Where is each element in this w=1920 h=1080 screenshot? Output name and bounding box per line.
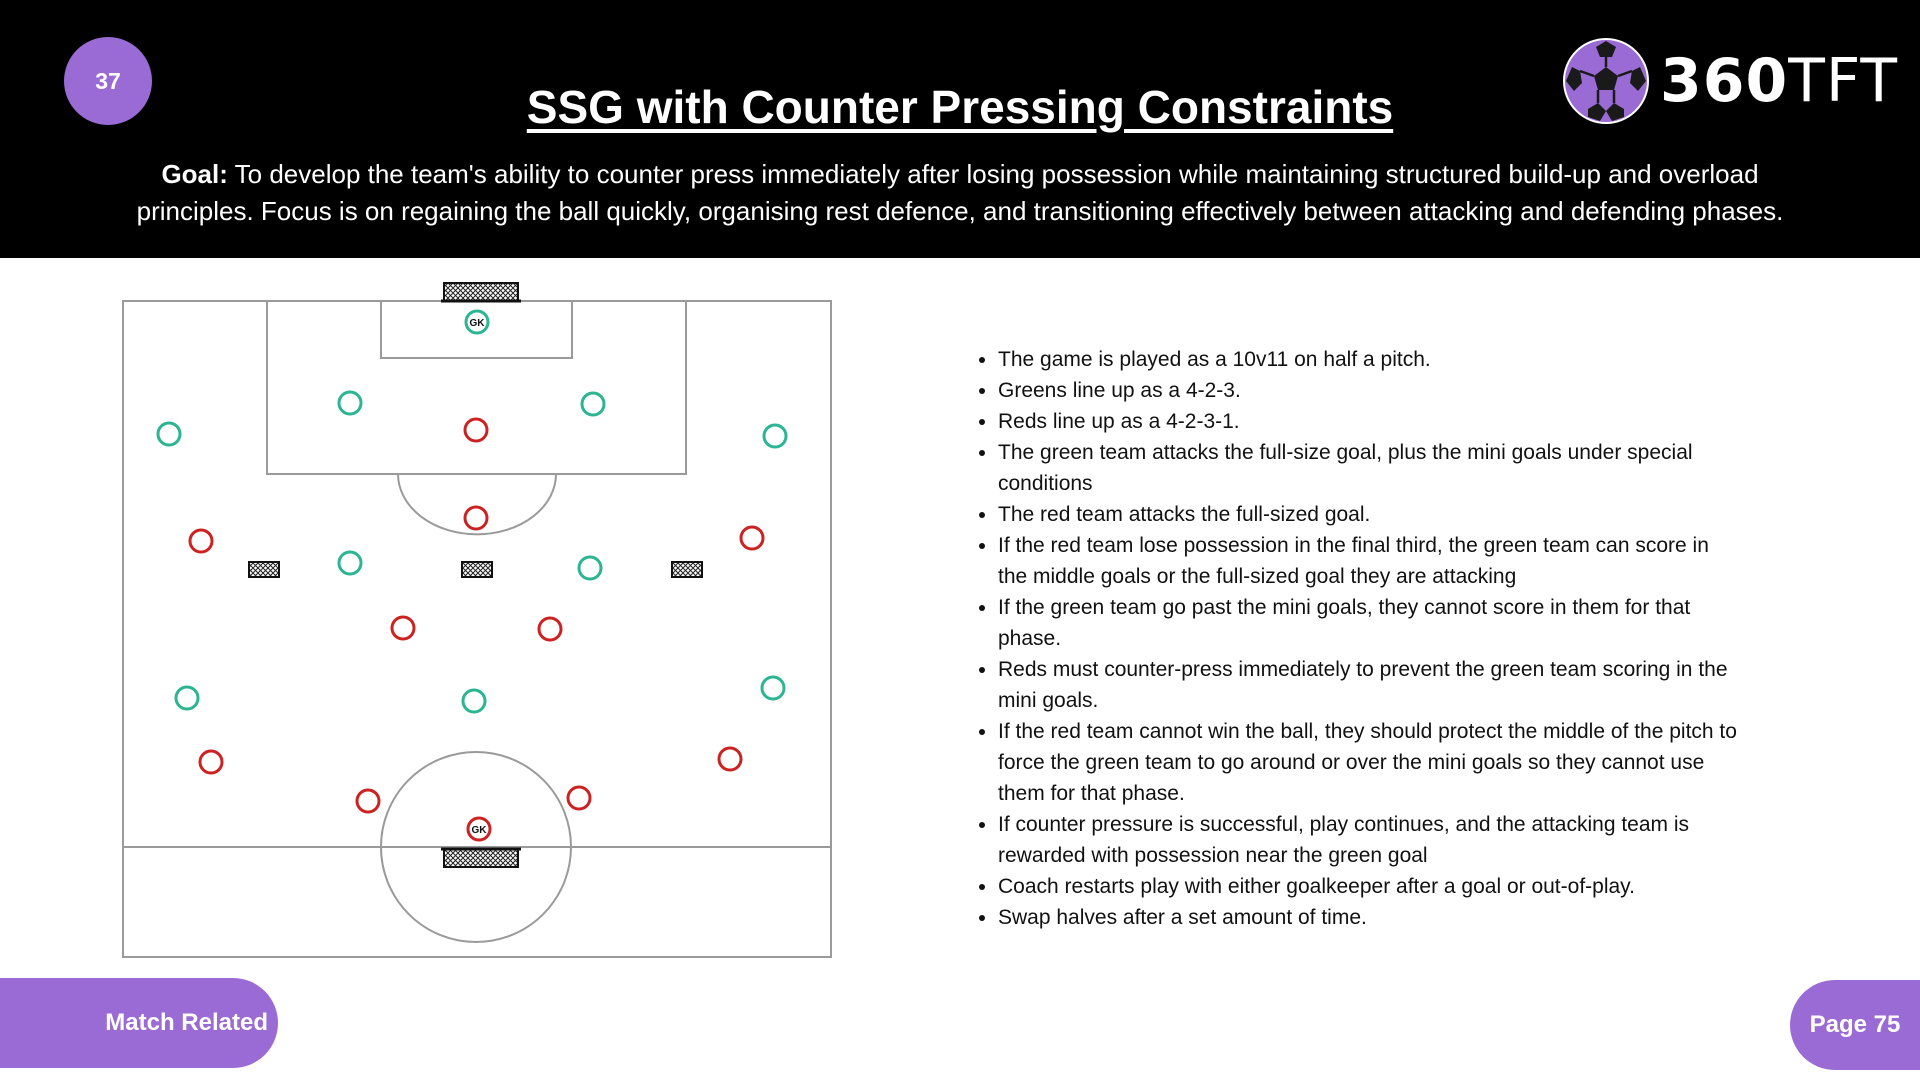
red-player: [465, 419, 487, 441]
list-item: • The game is played as a 10v11 on half a pitch.: [998, 344, 1740, 375]
red-goalkeeper: [468, 818, 490, 840]
list-item: • The green team attacks the full-size goal, plus the mini goals under special conditions: [998, 437, 1740, 499]
green-player: [158, 423, 180, 445]
green-player: [463, 690, 485, 712]
football-icon: [1562, 37, 1650, 125]
red-player: [741, 527, 763, 549]
brand-logo[interactable]: [1562, 36, 1899, 126]
goal-text: To develop the team's ability to counter press immediately after losing possession while maintaining structured build-up and overload principles. Focus is on regaining the ball quickly, organising rest defence, and transitioning effectively between attacking and defending phases.: [136, 159, 1784, 226]
page-number-tab[interactable]: Page 75: [1790, 980, 1920, 1070]
list-item: • If the red team lose possession in the final third, the green team can score in the middle goals or the full-sized goal they are attacking: [998, 530, 1740, 592]
svg-text:GK: GK: [471, 825, 487, 836]
green-player: [339, 552, 361, 574]
red-player: [539, 618, 561, 640]
list-item: • Swap halves after a set amount of time.: [998, 902, 1740, 933]
mini-goal-center: [462, 562, 492, 577]
brand-name: 360TFT: [1660, 46, 1899, 116]
list-item: • The red team attacks the full-sized goal.: [998, 499, 1740, 530]
list-item: • If counter pressure is successful, play continues, and the attacking team is rewarded with possession near the green goal: [998, 809, 1740, 871]
goal-label: Goal:: [161, 159, 228, 189]
list-item: • Greens line up as a 4-2-3.: [998, 375, 1740, 406]
green-player: [582, 393, 604, 415]
red-player: [719, 748, 741, 770]
mini-goal-left: [249, 562, 279, 577]
full-size-goal-bottom: [441, 849, 521, 867]
green-player: [176, 687, 198, 709]
red-player: [200, 751, 222, 773]
list-item: • Reds line up as a 4-2-3-1.: [998, 406, 1740, 437]
red-player: [357, 790, 379, 812]
red-player: [568, 787, 590, 809]
svg-text:GK: GK: [469, 318, 485, 329]
list-item: • If the red team cannot win the ball, they should protect the middle of the pitch to force the green team to go around or over the mini goals so they cannot use them for that phase.: [998, 716, 1740, 809]
red-player: [392, 617, 414, 639]
red-player: [465, 507, 487, 529]
instructions-list: [970, 344, 1740, 933]
goal-statement: [100, 156, 1820, 230]
full-size-goal-top: [441, 283, 521, 301]
green-player: [762, 677, 784, 699]
green-player: [339, 392, 361, 414]
green-player: [764, 425, 786, 447]
page-title: SSG with Counter Pressing Constraints: [526, 81, 1394, 133]
pitch-diagram: [108, 258, 848, 970]
header-bar: [0, 0, 1920, 258]
instructions-panel: [970, 344, 1740, 933]
green-player: [579, 557, 601, 579]
green-goalkeeper: [466, 311, 488, 333]
session-number-badge: 37: [64, 37, 152, 125]
category-tab[interactable]: Match Related: [0, 978, 278, 1068]
pitch-svg: [108, 258, 848, 970]
list-item: • Coach restarts play with either goalkeeper after a goal or out-of-play.: [998, 871, 1740, 902]
red-player: [190, 530, 212, 552]
mini-goal-right: [672, 562, 702, 577]
list-item: • If the green team go past the mini goals, they cannot score in them for that phase.: [998, 592, 1740, 654]
list-item: • Reds must counter-press immediately to prevent the green team scoring in the mini goals.: [998, 654, 1740, 716]
